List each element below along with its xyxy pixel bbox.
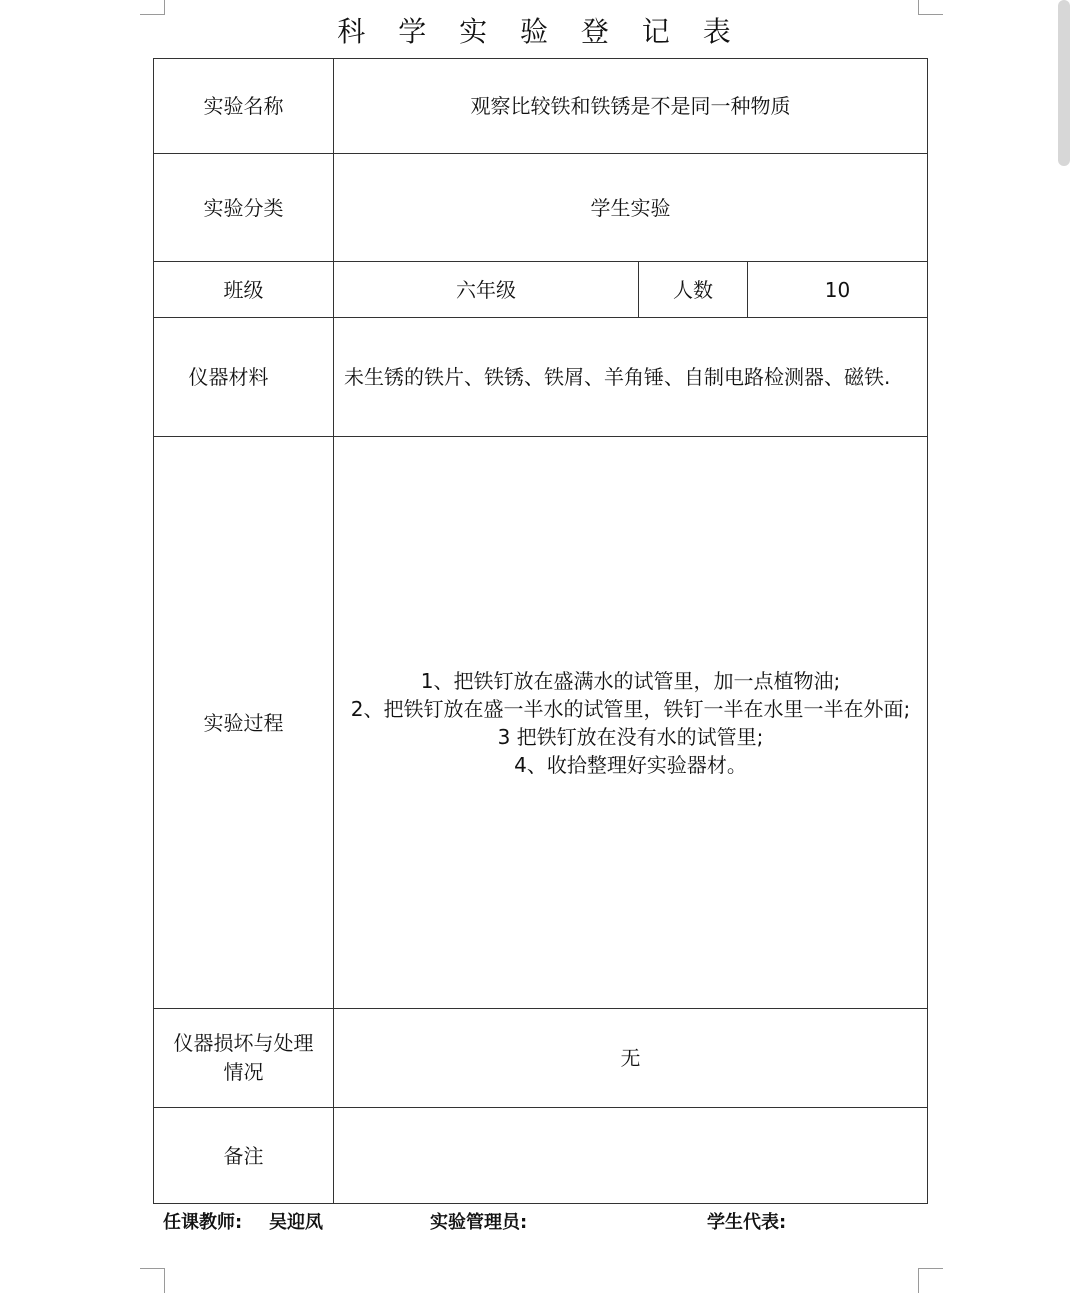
row-experiment-name [154, 59, 928, 154]
row-experiment-category [154, 154, 928, 262]
value-damage: 无 [334, 1009, 928, 1108]
label-process: 实验过程 [154, 437, 334, 1009]
row-class [154, 262, 928, 318]
page-title: 科 学 实 验 登 记 表 [337, 15, 743, 48]
value-remarks [334, 1108, 928, 1204]
teacher-name: 吴迎凤 [269, 1212, 323, 1233]
label-remarks: 备注 [154, 1108, 334, 1204]
value-class: 六年级 [334, 262, 639, 318]
value-experiment-name: 观察比较铁和铁锈是不是同一种物质 [334, 59, 928, 154]
vertical-scrollbar[interactable] [1058, 0, 1070, 166]
registration-table [153, 58, 928, 1204]
admin-label: 实验管理员: [430, 1212, 528, 1233]
process-step: 4、收拾整理好实验器材。 [514, 752, 747, 777]
label-materials: 仪器材料 [154, 318, 334, 437]
signature-footer [163, 1208, 923, 1232]
process-step: 2、把铁钉放在盛一半水的试管里，铁钉一半在水里一半在外面; [350, 696, 911, 721]
row-process [154, 437, 928, 1009]
value-experiment-category: 学生实验 [334, 154, 928, 262]
page-corner-mark [140, 1268, 165, 1293]
row-materials [154, 318, 928, 437]
teacher-label: 任课教师: [163, 1212, 243, 1233]
label-experiment-name: 实验名称 [154, 59, 334, 154]
page-corner-mark [918, 1268, 943, 1293]
process-step: 1、把铁钉放在盛满水的试管里，加一点植物油; [420, 668, 841, 693]
value-student-count: 10 [748, 262, 928, 318]
process-steps [334, 437, 928, 1009]
row-damage [154, 1009, 928, 1108]
value-materials: 未生锈的铁片、铁锈、铁屑、羊角锤、自制电路检测器、磁铁. [334, 318, 928, 437]
process-step: 3 把铁钉放在没有水的试管里; [497, 724, 764, 749]
label-student-count: 人数 [639, 262, 748, 318]
label-class: 班级 [154, 262, 334, 318]
row-remarks [154, 1108, 928, 1204]
student-rep-label: 学生代表: [707, 1212, 787, 1233]
label-damage: 仪器损坏与处理情况 [154, 1009, 334, 1108]
label-experiment-category: 实验分类 [154, 154, 334, 262]
